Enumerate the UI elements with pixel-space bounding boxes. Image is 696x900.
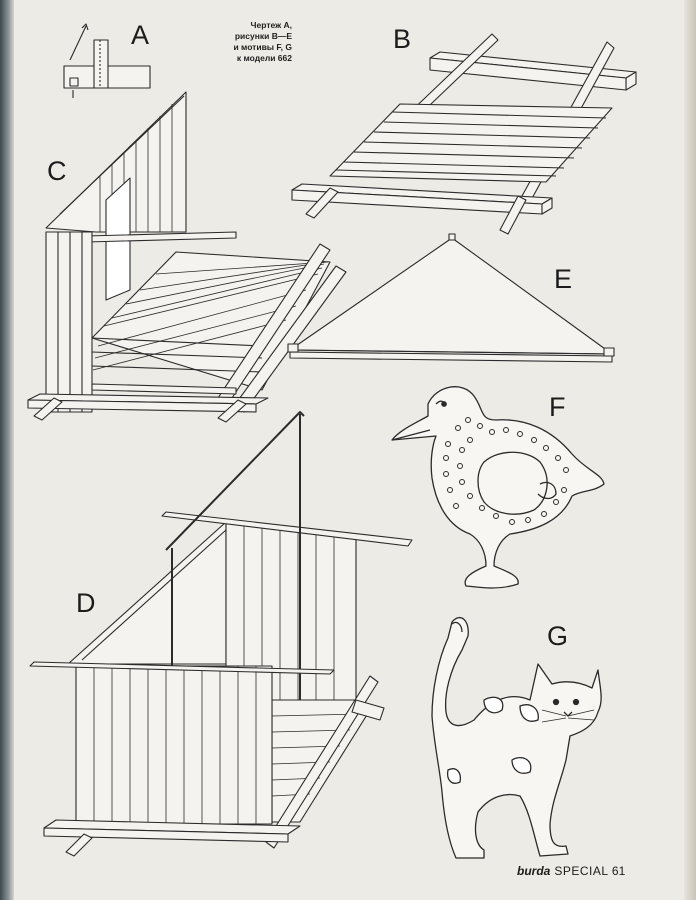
- caption-line-1: Чертеж A,: [250, 20, 292, 30]
- drawing-f-bird-motif: [392, 387, 604, 588]
- label-b: B: [393, 24, 412, 54]
- label-e: E: [554, 264, 573, 294]
- label-f: F: [549, 392, 566, 422]
- drawing-c-house-side: [28, 92, 346, 422]
- page-number: 61: [611, 864, 626, 878]
- drawing-e-roof-gable: [288, 234, 614, 362]
- label-c: C: [47, 156, 67, 186]
- caption-line-3: и мотивы F, G: [233, 42, 292, 52]
- magazine-name: SPECIAL: [554, 864, 609, 878]
- drawing-b-floor-deck: [292, 34, 636, 234]
- drawing-d-finished-house: [30, 412, 412, 856]
- drawing-g-cat-motif: [432, 618, 601, 858]
- label-g: G: [547, 621, 569, 651]
- page-footer: [517, 864, 625, 878]
- caption-line-4: к модели 662: [236, 53, 292, 63]
- drawing-caption: [192, 20, 292, 64]
- label-a: A: [131, 20, 150, 50]
- brand-logo: burda: [517, 864, 551, 878]
- label-d: D: [76, 588, 96, 618]
- caption-line-2: рисунки B—E: [234, 31, 292, 41]
